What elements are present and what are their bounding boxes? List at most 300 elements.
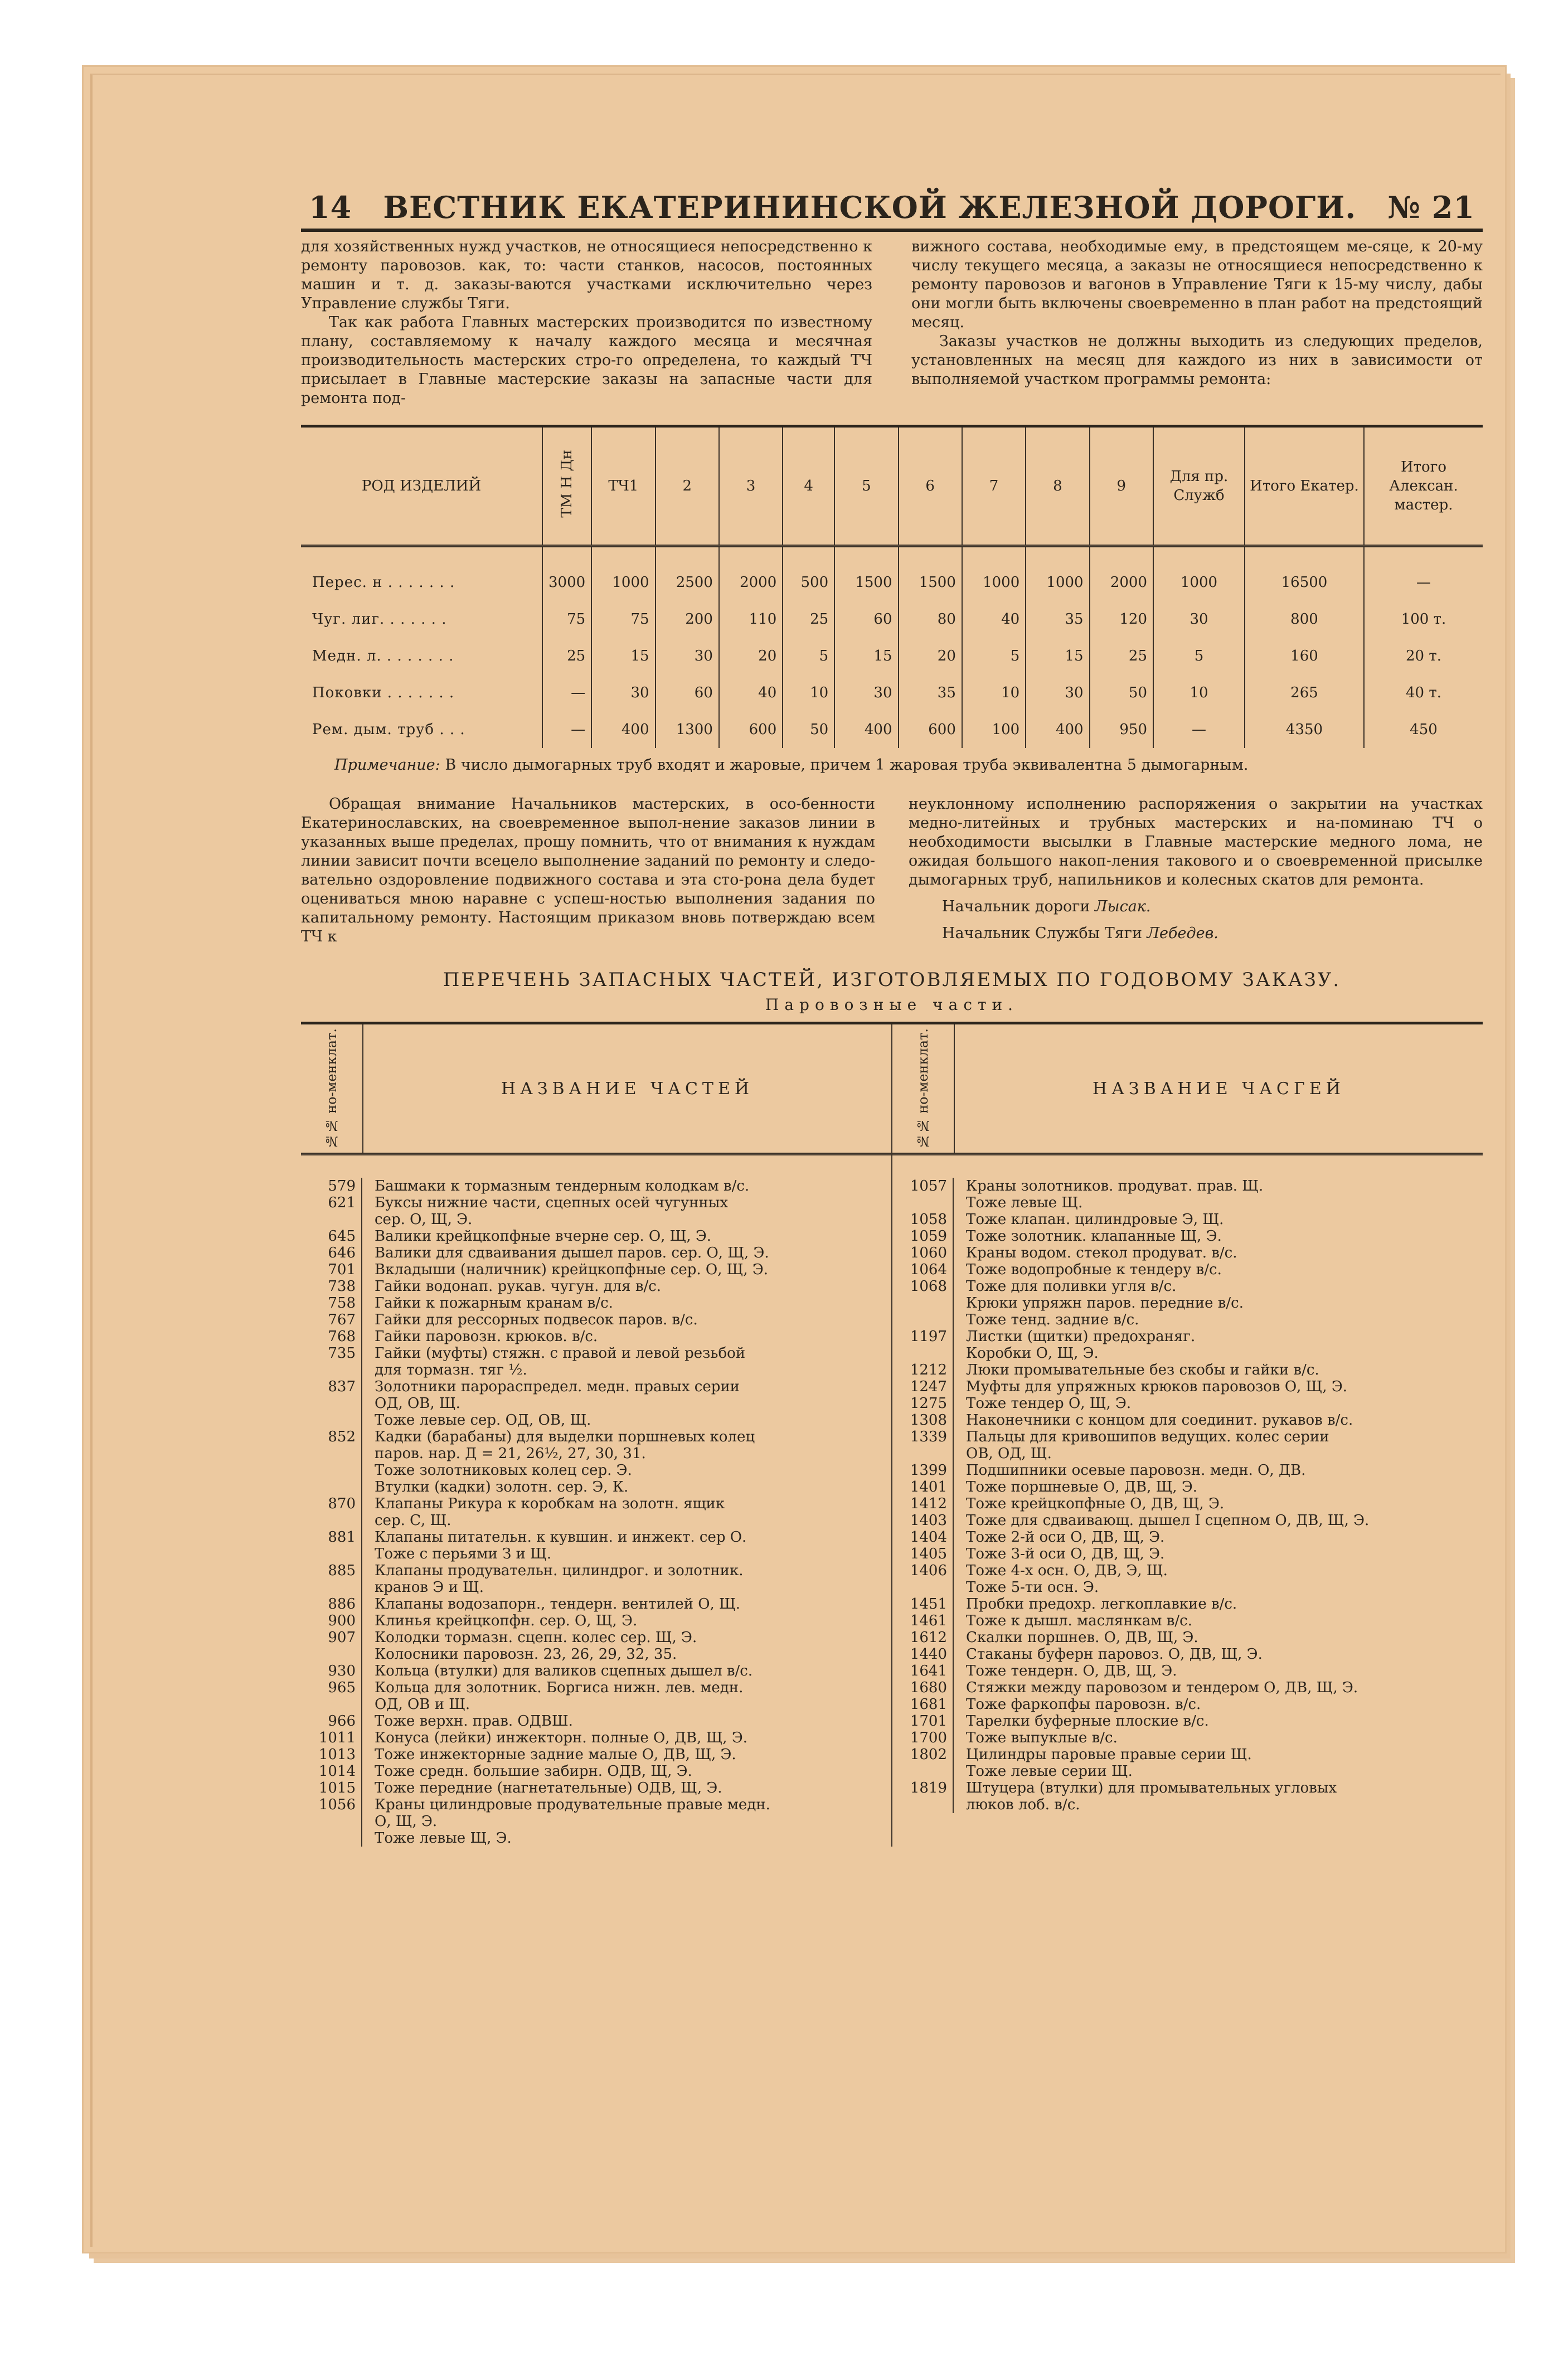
table-cell: 100 т.	[1401, 611, 1446, 628]
nomenclature-number: 646	[301, 1245, 362, 1261]
table-cell: 400	[1026, 711, 1089, 748]
table-cell: 1300	[656, 711, 719, 748]
nomenclature-number	[301, 1696, 362, 1713]
intro-right-p2: Заказы участков не должны выходить из следующих пределов, установленных на месяц для каждого из них в зависимости от выполняемой участком программы ремонта:	[911, 333, 1483, 388]
table-cell: 30	[834, 674, 898, 711]
list-item	[301, 1730, 891, 1746]
page-content	[301, 190, 1483, 1847]
table-cell: 1000	[1026, 546, 1089, 601]
nomenclature-number	[301, 1546, 362, 1562]
header-2: 2	[656, 428, 719, 546]
nomenclature-number: 881	[301, 1529, 362, 1546]
table-cell: 50	[1090, 674, 1153, 711]
row-product-name: Рем. дым. труб . . .	[301, 711, 542, 748]
nomenclature-number: 1802	[892, 1746, 954, 1763]
nomenclature-number: 1247	[892, 1378, 954, 1395]
table-cell: 10	[1153, 674, 1245, 711]
parts-left-column	[301, 1024, 892, 1847]
list-item	[301, 1780, 891, 1796]
part-name: Листки (щитки) предохраняг.	[966, 1328, 1196, 1345]
table-cell: 500	[783, 546, 834, 601]
table-cell: 50	[783, 711, 834, 748]
list-item	[301, 1696, 891, 1713]
nomenclature-number: 1060	[892, 1245, 954, 1261]
list-item	[892, 1445, 1483, 1462]
header-product-type: РОД ИЗДЕЛИЙ	[301, 428, 542, 546]
nomenclature-number: 1212	[892, 1362, 954, 1378]
table-cell: 15	[834, 638, 898, 674]
nomenclature-number: 1059	[892, 1228, 954, 1245]
nomenclature-number: 1401	[892, 1479, 954, 1495]
nomenclature-number: 930	[301, 1663, 362, 1679]
table-cell: 1500	[834, 546, 898, 601]
part-name: Стяжки между паровозом и тендером О, ДВ, Щ, Э.	[966, 1679, 1358, 1696]
part-name: Крюки упряжн паров. передние в/с.	[966, 1295, 1244, 1312]
nomenclature-number	[301, 1412, 362, 1429]
part-name: Подшипники осевые паровозн. медн. О, ДВ.	[966, 1462, 1306, 1479]
list-item	[892, 1194, 1483, 1211]
list-item	[892, 1479, 1483, 1495]
header-8: 8	[1026, 428, 1089, 546]
nomenclature-number: 885	[301, 1562, 362, 1579]
table-cell: 2500	[656, 546, 719, 601]
table-cell: 200	[656, 601, 719, 638]
part-name: Золотники парораспредел. медн. правых серии	[375, 1378, 740, 1395]
table-cell: 1000	[962, 546, 1026, 601]
nomenclature-number: 1461	[892, 1612, 954, 1629]
part-name: Тоже 3-й оси О, ДВ, Щ, Э.	[966, 1546, 1165, 1562]
table-row	[301, 638, 1483, 674]
nomenclature-number: 886	[301, 1596, 362, 1612]
header-4: 4	[783, 428, 834, 546]
part-name: Тоже 2-й оси О, ДВ, Щ, Э.	[966, 1529, 1165, 1546]
part-name: Краны цилиндровые продувательные правые медн.	[375, 1796, 770, 1813]
row-product-name: Поковки . . . . . . .	[301, 674, 542, 711]
part-name: О, Щ, Э.	[375, 1813, 438, 1830]
table-cell: 950	[1090, 711, 1153, 748]
table-cell: 35	[899, 674, 962, 711]
table-cell: —	[1416, 574, 1431, 591]
nomenclature-number: 1641	[892, 1663, 954, 1679]
part-name: Тоже для сдваивающ. дышел I сцепном О, ДВ, Щ, Э.	[966, 1512, 1370, 1529]
list-item	[892, 1696, 1483, 1713]
nomenclature-number: 1819	[892, 1780, 954, 1796]
list-item	[892, 1512, 1483, 1529]
table-cell: 5	[783, 638, 834, 674]
list-item	[301, 1395, 891, 1412]
part-name: ОД, ОВ и Щ.	[375, 1696, 470, 1713]
row-product-name: Чуг. лиг. . . . . . .	[301, 601, 542, 638]
table-cell: —	[542, 711, 591, 748]
part-name: Тоже для поливки угля в/с.	[966, 1278, 1177, 1295]
nomenclature-number: 1612	[892, 1629, 954, 1646]
list-item	[892, 1663, 1483, 1679]
nomenclature-number: 907	[301, 1629, 362, 1646]
list-item	[892, 1713, 1483, 1730]
header-3: 3	[719, 428, 783, 546]
list-item	[892, 1228, 1483, 1245]
part-name: Валики для сдваивания дышел паров. сер. О, Щ, Э.	[375, 1245, 769, 1261]
part-name: Тоже 4-х осн. О, ДВ, Э, Щ.	[966, 1562, 1168, 1579]
nomenclature-number: 1308	[892, 1412, 954, 1429]
nomenclature-number: 1680	[892, 1679, 954, 1696]
nomenclature-number	[301, 1813, 362, 1830]
table-cell: 160	[1245, 638, 1364, 674]
part-name: Тоже средн. большие забирн. ОДВ, Щ, Э.	[375, 1763, 692, 1780]
table-row	[301, 601, 1483, 638]
part-name: Гайки к пожарным кранам в/с.	[375, 1295, 613, 1312]
parts-left-body	[301, 1155, 891, 1847]
table-cell: 600	[719, 711, 783, 748]
table-cell: 40	[719, 674, 783, 711]
table-cell: 110	[719, 601, 783, 638]
list-item	[301, 1646, 891, 1663]
issue-number: № 21	[1387, 190, 1475, 225]
order-left-text: Обращая внимание Начальников мастерских, в осо-бенности Екатеринославских, на своевременное выпол-нение заказов линии в указанных выше пределах, прошу помнить, что от внимания к нуждам линии зависит почти всецело выполнение заданий по ремонту и следо-вательно оздоровление подвижного состава и эта сто-рона дела будет оцениваться мною наравне с успеш-ностью выполнения задания по капитальному ремонту. Настоящим приказом вновь потверждаю всем ТЧ к	[301, 795, 875, 945]
list-item	[301, 1445, 891, 1462]
table-cell: 30	[1026, 674, 1089, 711]
table-cell: 20	[719, 638, 783, 674]
part-name: Клинья крейцкопфн. сер. О, Щ, Э.	[375, 1612, 638, 1629]
table-cell: 80	[899, 601, 962, 638]
list-item	[301, 1763, 891, 1780]
part-name: паров. нар. Д = 21, 26½, 27, 30, 31.	[375, 1445, 646, 1462]
table-cell: 100	[962, 711, 1026, 748]
list-item	[892, 1462, 1483, 1479]
part-name: Тоже клапан. цилиндровые Э, Щ.	[966, 1211, 1224, 1228]
table-cell: 450	[1410, 721, 1438, 738]
nomenclature-number: 1399	[892, 1462, 954, 1479]
table-cell: 1000	[591, 546, 655, 601]
nomenclature-number: 645	[301, 1228, 362, 1245]
list-item	[892, 1495, 1483, 1512]
list-item	[301, 1495, 891, 1512]
table-header-row	[301, 428, 1483, 546]
nomenclature-number: 767	[301, 1312, 362, 1328]
nomenclature-number: 735	[301, 1345, 362, 1362]
part-name: Кольца для золотник. Боргиса нижн. лев. медн.	[375, 1679, 744, 1696]
part-name: Гайки паровозн. крюков. в/с.	[375, 1328, 598, 1345]
header-total-aleksan: Итого Алексан. мастер.	[1364, 428, 1483, 546]
nomenclature-number: 1011	[301, 1730, 362, 1746]
table-cell: 60	[834, 601, 898, 638]
list-item	[301, 1462, 891, 1479]
note-text: В число дымогарных труб входят и жаровые, причем 1 жаровая труба эквивалентна 5 дымогарным.	[445, 756, 1249, 774]
table-cell: 15	[1026, 638, 1089, 674]
part-name: ОД, ОВ, Щ.	[375, 1395, 460, 1412]
list-item	[892, 1378, 1483, 1395]
nomenclature-number	[301, 1462, 362, 1479]
table-cell: 20	[899, 638, 962, 674]
part-name: Стаканы буферн паровоз. О, ДВ, Щ, Э.	[966, 1646, 1263, 1663]
list-item	[892, 1529, 1483, 1546]
list-item	[892, 1261, 1483, 1278]
nomenclature-number: 1412	[892, 1495, 954, 1512]
list-item	[301, 1679, 891, 1696]
nomenclature-number	[301, 1579, 362, 1596]
part-name: Колодки тормазн. сцепн. колес сер. Щ, Э.	[375, 1629, 697, 1646]
nomenclature-number: 768	[301, 1328, 362, 1345]
nomenclature-number	[892, 1796, 954, 1813]
part-name: Цилиндры паровые правые серии Щ.	[966, 1746, 1252, 1763]
list-item	[892, 1211, 1483, 1228]
table-note	[301, 756, 1483, 775]
page-header	[301, 190, 1483, 232]
nomenclature-number: 1405	[892, 1546, 954, 1562]
part-name: Тоже к дышл. маслянкам в/с.	[966, 1612, 1192, 1629]
nomenclature-number: 852	[301, 1429, 362, 1445]
list-item	[892, 1546, 1483, 1562]
part-name: Тоже 5-ти осн. Э.	[966, 1579, 1099, 1596]
part-name: ОВ, ОД, Щ.	[966, 1445, 1052, 1462]
table-cell: 20 т.	[1406, 648, 1441, 664]
part-name: Тоже инжекторные задние малые О, ДВ, Щ, Э.	[375, 1746, 736, 1763]
table-cell: 25	[542, 638, 591, 674]
table-cell: —	[1153, 711, 1245, 748]
page-number: 14	[309, 190, 352, 225]
journal-title: ВЕСТНИК ЕКАТЕРИНИНСКОЙ ЖЕЛЕЗНОЙ ДОРОГИ.	[383, 190, 1357, 225]
list-item	[301, 1612, 891, 1629]
list-item	[301, 1713, 891, 1730]
part-name: Скалки поршнев. О, ДВ, Щ, Э.	[966, 1629, 1198, 1646]
order-columns	[301, 795, 1483, 946]
nomenclature-number: 1014	[301, 1763, 362, 1780]
part-name: Гайки (муфты) стяжн. с правой и левой резьбой	[375, 1345, 746, 1362]
part-name: Тоже тендер О, Щ, Э.	[966, 1395, 1132, 1412]
table-cell: 30	[591, 674, 655, 711]
table-cell: 10	[962, 674, 1026, 711]
header-tch1: ТЧ1	[591, 428, 655, 546]
nomenclature-number: 579	[301, 1178, 362, 1194]
list-item	[892, 1429, 1483, 1445]
part-name: Тоже левые Щ.	[966, 1194, 1083, 1211]
list-item	[301, 1362, 891, 1378]
list-item	[301, 1813, 891, 1830]
table-cell: 75	[591, 601, 655, 638]
nomenclature-number: 1058	[892, 1211, 954, 1228]
nomenclature-number: 870	[301, 1495, 362, 1512]
list-item	[301, 1546, 891, 1562]
table-cell: 60	[656, 674, 719, 711]
part-name: Башмаки к тормазным тендерным колодкам в/с.	[375, 1178, 750, 1194]
part-name: Тоже с перьями З и Щ.	[375, 1546, 552, 1562]
nomenclature-number: 1701	[892, 1713, 954, 1730]
list-item	[892, 1796, 1483, 1813]
nomenclature-number: 1275	[892, 1395, 954, 1412]
part-name: Тоже крейцкопфные О, ДВ, Щ, Э.	[966, 1495, 1225, 1512]
list-item	[301, 1562, 891, 1579]
part-name: Клапаны водозапорн., тендерн. вентилей О, Щ.	[375, 1596, 740, 1612]
table-row	[301, 546, 1483, 601]
signature-road-chief: Начальник дороги Лысак.	[942, 898, 1151, 915]
table-cell: 1500	[899, 546, 962, 601]
nomenclature-number: 1404	[892, 1529, 954, 1546]
table-cell: 265	[1245, 674, 1364, 711]
parts-left-name-header: НАЗВАНИЕ ЧАСТЕЙ	[501, 1079, 754, 1099]
parts-right-body	[892, 1155, 1483, 1813]
parts-list-title: ПЕРЕЧЕНЬ ЗАПАСНЫХ ЧАСТЕЙ, ИЗГОТОВЛЯЕМЫХ ПО ГОДОВОМУ ЗАКАЗУ.	[443, 969, 1341, 991]
list-item	[301, 1629, 891, 1646]
intro-left-p1: для хозяйственных нужд участков, не относящиеся непосредственно к ремонту паровозов. как, то: части станков, насосов, постоянных машин и т. д. заказы-ваются участками исключительно через Управление службы Тяги.	[301, 238, 872, 312]
part-name: Тоже золотниковых колец сер. Э.	[375, 1462, 632, 1479]
list-item	[892, 1579, 1483, 1596]
list-item	[301, 1512, 891, 1529]
list-item	[892, 1679, 1483, 1696]
nomenclature-number	[301, 1830, 362, 1847]
list-item	[301, 1194, 891, 1211]
list-item	[301, 1295, 891, 1312]
list-item	[892, 1362, 1483, 1378]
part-name: Краны золотников. продуват. прав. Щ.	[966, 1178, 1264, 1194]
list-item	[301, 1830, 891, 1847]
order-right-text: неуклонному исполнению распоряжения о закрытии на участках медно-литейных и трубных мастерских и на-поминаю ТЧ о необходимости высылки в Главные мастерские медного лома, не ожидая большого накоп-ления такового и о своевременной присылке дымогарных труб, напильников и колесных скатов для ремонта.	[909, 795, 1483, 888]
intro-right-p1: вижного состава, необходимые ему, в предстоящем ме-сяце, к 20-му числу текущего месяца, а заказы не относящиеся непосредственно к ремонту паровозов и вагонов в Управление Тяги к 15-му числу, дабы они могли быть включены своевременно в план работ на предстоящий месяц.	[911, 238, 1483, 331]
production-limits-table	[301, 428, 1483, 748]
part-name: Люки промывательные без скобы и гайки в/с.	[966, 1362, 1319, 1378]
list-item	[301, 1228, 891, 1245]
nomenclature-number	[301, 1445, 362, 1462]
list-item	[301, 1378, 891, 1395]
part-name: Тоже золотник. клапанные Щ, Э.	[966, 1228, 1222, 1245]
list-item	[301, 1178, 891, 1194]
nomenclature-number: 1681	[892, 1696, 954, 1713]
nomenclature-number	[301, 1512, 362, 1529]
list-item	[301, 1345, 891, 1362]
list-item	[892, 1612, 1483, 1629]
list-item	[892, 1746, 1483, 1763]
nomenclature-number	[892, 1445, 954, 1462]
list-item	[892, 1395, 1483, 1412]
part-name: Пробки предохр. легкоплавкие в/с.	[966, 1596, 1237, 1612]
list-item	[892, 1562, 1483, 1579]
list-item	[892, 1646, 1483, 1663]
part-name: Пальцы для кривошипов ведущих. колес серии	[966, 1429, 1329, 1445]
list-item	[301, 1312, 891, 1328]
list-item	[301, 1328, 891, 1345]
part-name: Клапаны питательн. к кувшин. и инжект. сер О.	[375, 1529, 747, 1546]
list-item	[892, 1730, 1483, 1746]
part-name: Вкладыши (наличник) крейцкопфные сер. О, Щ, Э.	[375, 1261, 769, 1278]
list-item	[301, 1796, 891, 1813]
table-cell: 30	[1153, 601, 1245, 638]
part-name: для тормазн. тяг ½.	[375, 1362, 527, 1378]
header-6: 6	[899, 428, 962, 546]
part-name: кранов Э и Щ.	[375, 1579, 484, 1596]
part-name: Колосники паровозн. 23, 26, 29, 32, 35.	[375, 1646, 677, 1663]
part-name: Валики крейцкопфные вчерне сер. О, Щ, Э.	[375, 1228, 712, 1245]
nomenclature-number: 1056	[301, 1796, 362, 1813]
parts-right-header	[892, 1024, 1483, 1155]
parts-right-column	[892, 1024, 1483, 1847]
table-cell: 120	[1090, 601, 1153, 638]
nomenclature-number: 738	[301, 1278, 362, 1295]
list-item	[301, 1278, 891, 1295]
table-cell: 10	[783, 674, 834, 711]
list-item	[892, 1178, 1483, 1194]
list-item	[301, 1245, 891, 1261]
table-cell: 5	[1153, 638, 1245, 674]
nomenclature-number	[892, 1579, 954, 1596]
table-cell: 16500	[1245, 546, 1364, 601]
part-name: Тоже верхн. прав. ОДВШ.	[375, 1713, 573, 1730]
header-for-services: Для пр. Служб	[1153, 428, 1245, 546]
table-cell: 2000	[719, 546, 783, 601]
header-7: 7	[962, 428, 1026, 546]
table-row	[301, 674, 1483, 711]
intro-columns	[301, 237, 1483, 408]
list-item	[301, 1746, 891, 1763]
nomenclature-number: 966	[301, 1713, 362, 1730]
table-body	[301, 546, 1483, 749]
list-item	[892, 1295, 1483, 1312]
signature-traction-chief: Начальник Службы Тяги Лебедев.	[942, 925, 1218, 942]
table-cell: 400	[834, 711, 898, 748]
part-name: Муфты для упряжных крюков паровозов О, Щ, Э.	[966, 1378, 1348, 1395]
table-cell: 30	[656, 638, 719, 674]
header-tm-ndn: ТМ Н Дн	[542, 428, 591, 546]
part-name: Тоже левые Щ, Э.	[375, 1830, 512, 1847]
nomenclature-number: 1068	[892, 1278, 954, 1295]
list-item	[892, 1596, 1483, 1612]
part-name: Буксы нижние части, сцепных осей чугунных	[375, 1194, 729, 1211]
parts-table	[301, 1022, 1483, 1847]
table-cell: 15	[591, 638, 655, 674]
part-name: Тоже левые сер. ОД, ОВ, Щ.	[375, 1412, 591, 1429]
nomenclature-number	[301, 1479, 362, 1495]
list-item	[892, 1412, 1483, 1429]
part-name: Кадки (барабаны) для выделки поршневых колец	[375, 1429, 755, 1445]
table-cell: 25	[1090, 638, 1153, 674]
parts-right-num-header: №№ но-менклат.	[892, 1024, 955, 1153]
nomenclature-number	[892, 1763, 954, 1780]
row-product-name: Медн. л. . . . . . . .	[301, 638, 542, 674]
nomenclature-number	[301, 1646, 362, 1663]
part-name: Тоже передние (нагнетательные) ОДВ, Щ, Э.	[375, 1780, 722, 1796]
list-item	[892, 1245, 1483, 1261]
table-cell: 1000	[1153, 546, 1245, 601]
intro-right-column	[911, 237, 1483, 408]
table-cell: 40 т.	[1406, 684, 1441, 701]
nomenclature-number	[892, 1345, 954, 1362]
part-name: Тоже тендерн. О, ДВ, Щ, Э.	[966, 1663, 1177, 1679]
part-name: Тоже тенд. задние в/с.	[966, 1312, 1139, 1328]
part-name: Тоже левые серии Щ.	[966, 1763, 1133, 1780]
nomenclature-number: 1339	[892, 1429, 954, 1445]
nomenclature-number: 837	[301, 1378, 362, 1395]
nomenclature-number: 1700	[892, 1730, 954, 1746]
nomenclature-number: 1057	[892, 1178, 954, 1194]
nomenclature-number: 1015	[301, 1780, 362, 1796]
nomenclature-number: 1440	[892, 1646, 954, 1663]
part-name: Краны водом. стекол продуват. в/с.	[966, 1245, 1237, 1261]
part-name: люков лоб. в/с.	[966, 1796, 1080, 1813]
nomenclature-number	[892, 1312, 954, 1328]
list-item	[301, 1211, 891, 1228]
nomenclature-number: 758	[301, 1295, 362, 1312]
nomenclature-number: 1013	[301, 1746, 362, 1763]
part-name: Наконечники с концом для соединит. рукавов в/с.	[966, 1412, 1353, 1429]
nomenclature-number: 900	[301, 1612, 362, 1629]
row-product-name: Перес. н . . . . . . .	[301, 546, 542, 601]
list-item	[892, 1629, 1483, 1646]
nomenclature-number	[892, 1295, 954, 1312]
table-cell: 2000	[1090, 546, 1153, 601]
nomenclature-number	[301, 1211, 362, 1228]
part-name: сер. О, Щ, Э.	[375, 1211, 473, 1228]
table-cell: 600	[899, 711, 962, 748]
nomenclature-number	[301, 1395, 362, 1412]
intro-left-p2: Так как работа Главных мастерских производится по известному плану, составляемому к началу каждого месяца и месячная производительность мастерских стро-го определена, то каждый ТЧ присылает в Главные мастерские заказы на запасные части для ремонта под-	[301, 314, 872, 407]
